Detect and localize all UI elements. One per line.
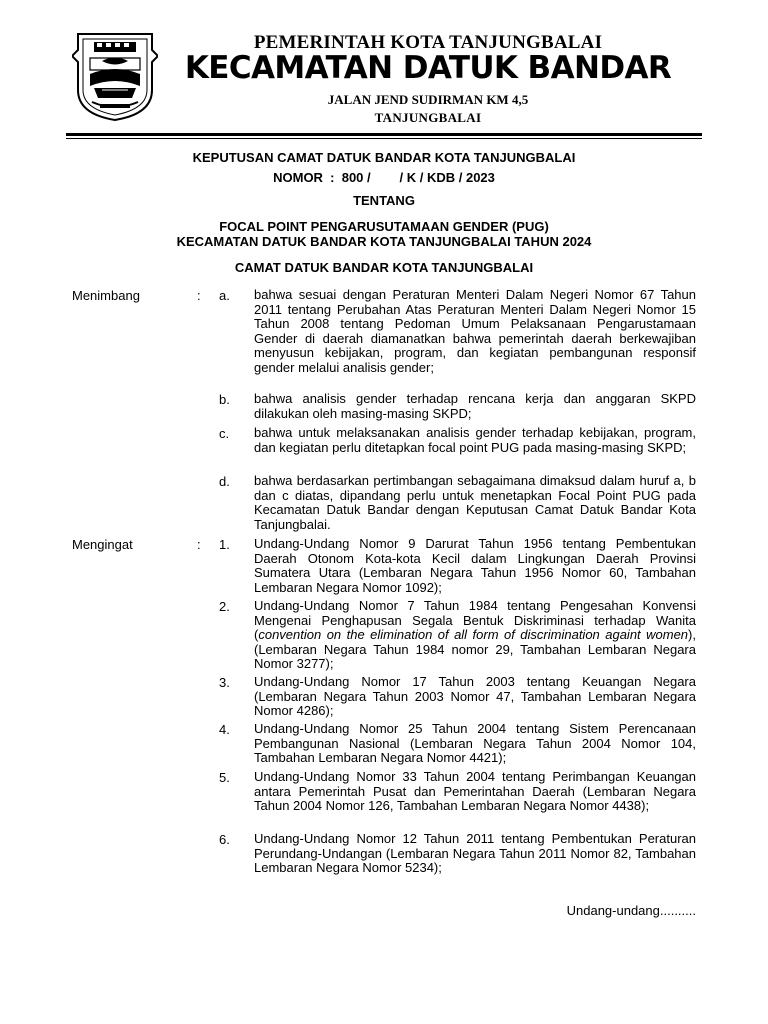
section-colon: : [197, 288, 201, 303]
continuation-note: Undang-undang.......... [566, 903, 696, 918]
list-item-text-part: ), (Lembaran Negara Tahun 1984 nomor 29, Tambahan Lembaran Negara Nomor 3277); [254, 627, 696, 672]
list-item-marker: b. [219, 392, 230, 407]
list-item-text: bahwa untuk melaksanakan analisis gender terhadap kebijakan, program, dan kegiatan perlu ditetapkan focal point PUG pada masing-masing SKPD; [254, 425, 696, 455]
list-item-marker: c. [219, 426, 230, 441]
letterhead-office-name: KECAMATAN DATUK BANDAR [184, 50, 672, 86]
list-item-text: Undang-Undang Nomor 17 Tahun 2003 tentang Keuangan Negara (Lembaran Negara Tahun 2003 Nomor 47, Tambahan Lembaran Negara Nomor 4286); [254, 674, 696, 719]
list-item-text: bahwa sesuai dengan Peraturan Menteri Dalam Negeri Nomor 67 Tahun 2011 tentang Perubahan Atas Peraturan Menteri Dalam Negeri Nomor 15 Tahun 2008 tentang Pedoman Umum Pelaksanaan Pengarustamaan Gender di daerah diamanatkan bahwa pemerintah daerah berkewajiban menyusun kebijakan, program, dan kegiatan pembangunan responsif gender melalui analisis gender; [254, 287, 696, 375]
list-item-text: Undang-Undang Nomor 12 Tahun 2011 tentang Pembentukan Peraturan Perundang-Undangan (Lembaran Negara Tahun 2011 Nomor 82, Tambahan Lembaran Negara Nomor 5234); [254, 831, 696, 876]
letterhead-city: TANJUNGBALAI [374, 110, 482, 125]
list-item-marker: 1. [219, 537, 230, 552]
list-item-marker: 6. [219, 832, 230, 847]
list-item-marker: 5. [219, 770, 230, 785]
list-item-marker: a. [219, 288, 230, 303]
decree-issuer: CAMAT DATUK BANDAR KOTA TANJUNGBALAI [234, 260, 534, 275]
list-item-marker: 2. [219, 599, 230, 614]
decree-subject-line2: KECAMATAN DATUK BANDAR KOTA TANJUNGBALAI TAHUN 2024 [176, 234, 592, 249]
letterhead-government: PEMERINTAH KOTA TANJUNGBALAI [253, 32, 603, 53]
list-item-text: Undang-Undang Nomor 33 Tahun 2004 tentang Perimbangan Keuangan antara Pemerintah Pusat dan Pemerintahan Daerah (Lembaran Negara Tahun 2004 Nomor 126, Tambahan Lembaran Negara Nomor 4438); [254, 769, 696, 814]
decree-about-label: TENTANG [353, 193, 415, 208]
list-item-text: bahwa analisis gender terhadap rencana kerja dan anggaran SKPD dilakukan oleh masing-masing SKPD; [254, 391, 696, 421]
list-item-marker: 4. [219, 722, 230, 737]
decree-title: KEPUTUSAN CAMAT DATUK BANDAR KOTA TANJUNGBALAI [192, 150, 576, 165]
section-label-mengingat: Mengingat [72, 537, 133, 552]
section-colon: : [197, 537, 201, 552]
decree-subject-line1: FOCAL POINT PENGARUSUTAMAAN GENDER (PUG) [219, 219, 549, 234]
letterhead-divider [66, 133, 702, 136]
list-item-text: Undang-Undang Nomor 25 Tahun 2004 tentang Sistem Perencanaan Pembangunan Nasional (Lembaran Negara Tahun 2004 Nomor 104, Tambahan Lembaran Negara Nomor 4421); [254, 721, 696, 766]
decree-number: NOMOR : 800 / / K / KDB / 2023 [273, 170, 495, 185]
list-item-text-italic: convention on the elimination of all form of discrimination againt women [258, 627, 689, 643]
section-label-menimbang: Menimbang [72, 288, 140, 303]
list-item-text [254, 599, 696, 672]
letterhead-address: JALAN JEND SUDIRMAN KM 4,5 [327, 92, 529, 107]
list-item-text: Undang-Undang Nomor 9 Darurat Tahun 1956 tentang Pembentukan Daerah Otonom Kota-kota Kecil dalam Lingkungan Daerah Provinsi Sumatera Utara (Lembaran Negara Tahun 1956 Nomor 60, Tambahan Lembaran Negara Nomor 1092); [254, 536, 696, 595]
list-item-marker: d. [219, 474, 230, 489]
city-emblem-icon [72, 30, 158, 122]
list-item-text-part: Undang-Undang Nomor 7 Tahun 1984 tentang Pengesahan Konvensi Mengenai Penghapusan Segala Bentuk Diskriminasi terhadap Wanita ( [254, 598, 696, 643]
list-item-marker: 3. [219, 675, 230, 690]
letterhead-divider-thin [66, 138, 702, 139]
list-item-text: bahwa berdasarkan pertimbangan sebagaimana dimaksud dalam huruf a, b dan c diatas, dipandang perlu untuk menetapkan Focal Point PUG pada Kecamatan Datuk Bandar dengan Keputusan Camat Datuk Bandar Kota Tanjungbalai. [254, 473, 696, 532]
